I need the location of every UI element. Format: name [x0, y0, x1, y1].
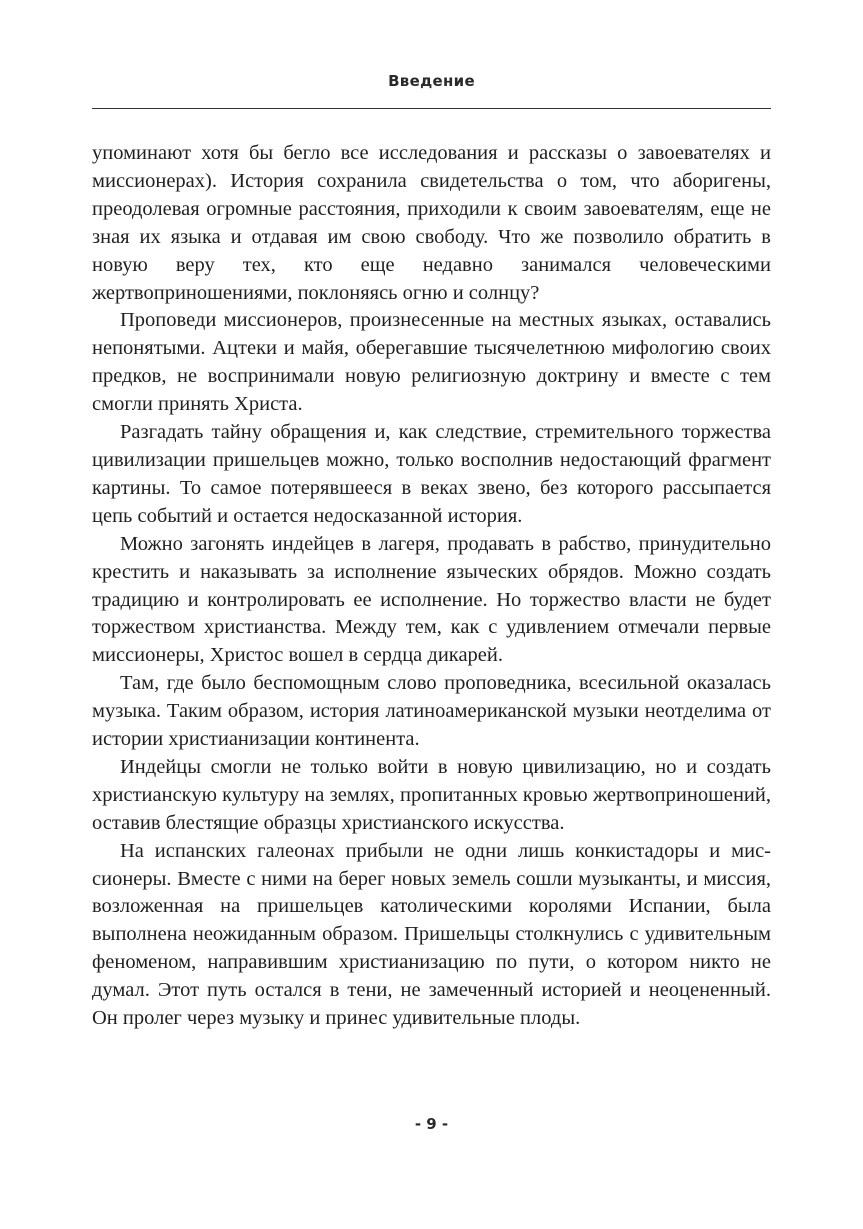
- paragraph: Проповеди миссионеров, произнесенные на местных языках, оставались непонятыми. Ацтеки и майя, оберегавшие тысячелетнюю мифологию своих предков, не воспринимали новую религиозную доктрину и вместе с тем смогли принять Христа.: [92, 309, 771, 416]
- paragraph: Разгадать тайну обращения и, как следствие, стремительного торжества цивилизации пришельцев можно, только восполнив недостающий фрагмент картины. То самое потерявшееся в веках звено, без которого рассыпается цепь событий и остается недосказанной история.: [92, 421, 771, 527]
- running-header: Введение: [388, 72, 475, 90]
- paragraph: Можно загонять индейцев в лагеря, продавать в рабство, принудительно крестить и наказывать за исполнение языческих обрядов. Можно создать традицию и контролировать ее исполнение. Но торжество власти не будет торжеством христианства. Между тем, как с удивлением отмечали первые миссионеры, Христос вошел в сердца дикарей.: [92, 532, 771, 667]
- paragraph: На испанских галеонах прибыли не одни лишь конкистадоры и миссионеры. Вместе с ними на берег новых земель сошли музыканты, и миссия, возложенная на пришельцев католическими королями Испании, была выполнена неожиданным образом. Пришельцы столкнулись с удивительным феноменом, направившим христианизацию по пути, о котором никто не думал. Этот путь остался в тени, не замеченный историей и неоцененный. Он пролег через музыку и принес удивительные плоды.: [92, 839, 771, 1030]
- paragraph: Там, где было беспомощным слово проповедника, всесильной оказалась музыка. Таким образом, история латиноамериканской музыки неотделима от истории христианизации континента.: [92, 672, 771, 751]
- header-rule: [92, 108, 771, 109]
- paragraph: Индейцы смогли не только войти в новую цивилизацию, но и создать христианскую культуру на землях, пропитанных кровью жертвоприношений, оставив блестящие образцы христианского искусства.: [92, 755, 771, 834]
- page-number: - 9 -: [414, 1115, 449, 1133]
- body-text: [92, 140, 771, 1033]
- paragraph: упоминают хотя бы бегло все исследования и рассказы о завоевателях и миссионерах). История сохранила свидетельства о том, что аборигены, преодолевая огромные расстояния, приходили к своим завоевателям, еще не зная их языка и отдавая им свою свободу. Что же позволило обратить в новую веру тех, кто еще недавно занимался человеческими жертвоприношениями, поклоняясь огню и солнцу?: [92, 142, 771, 304]
